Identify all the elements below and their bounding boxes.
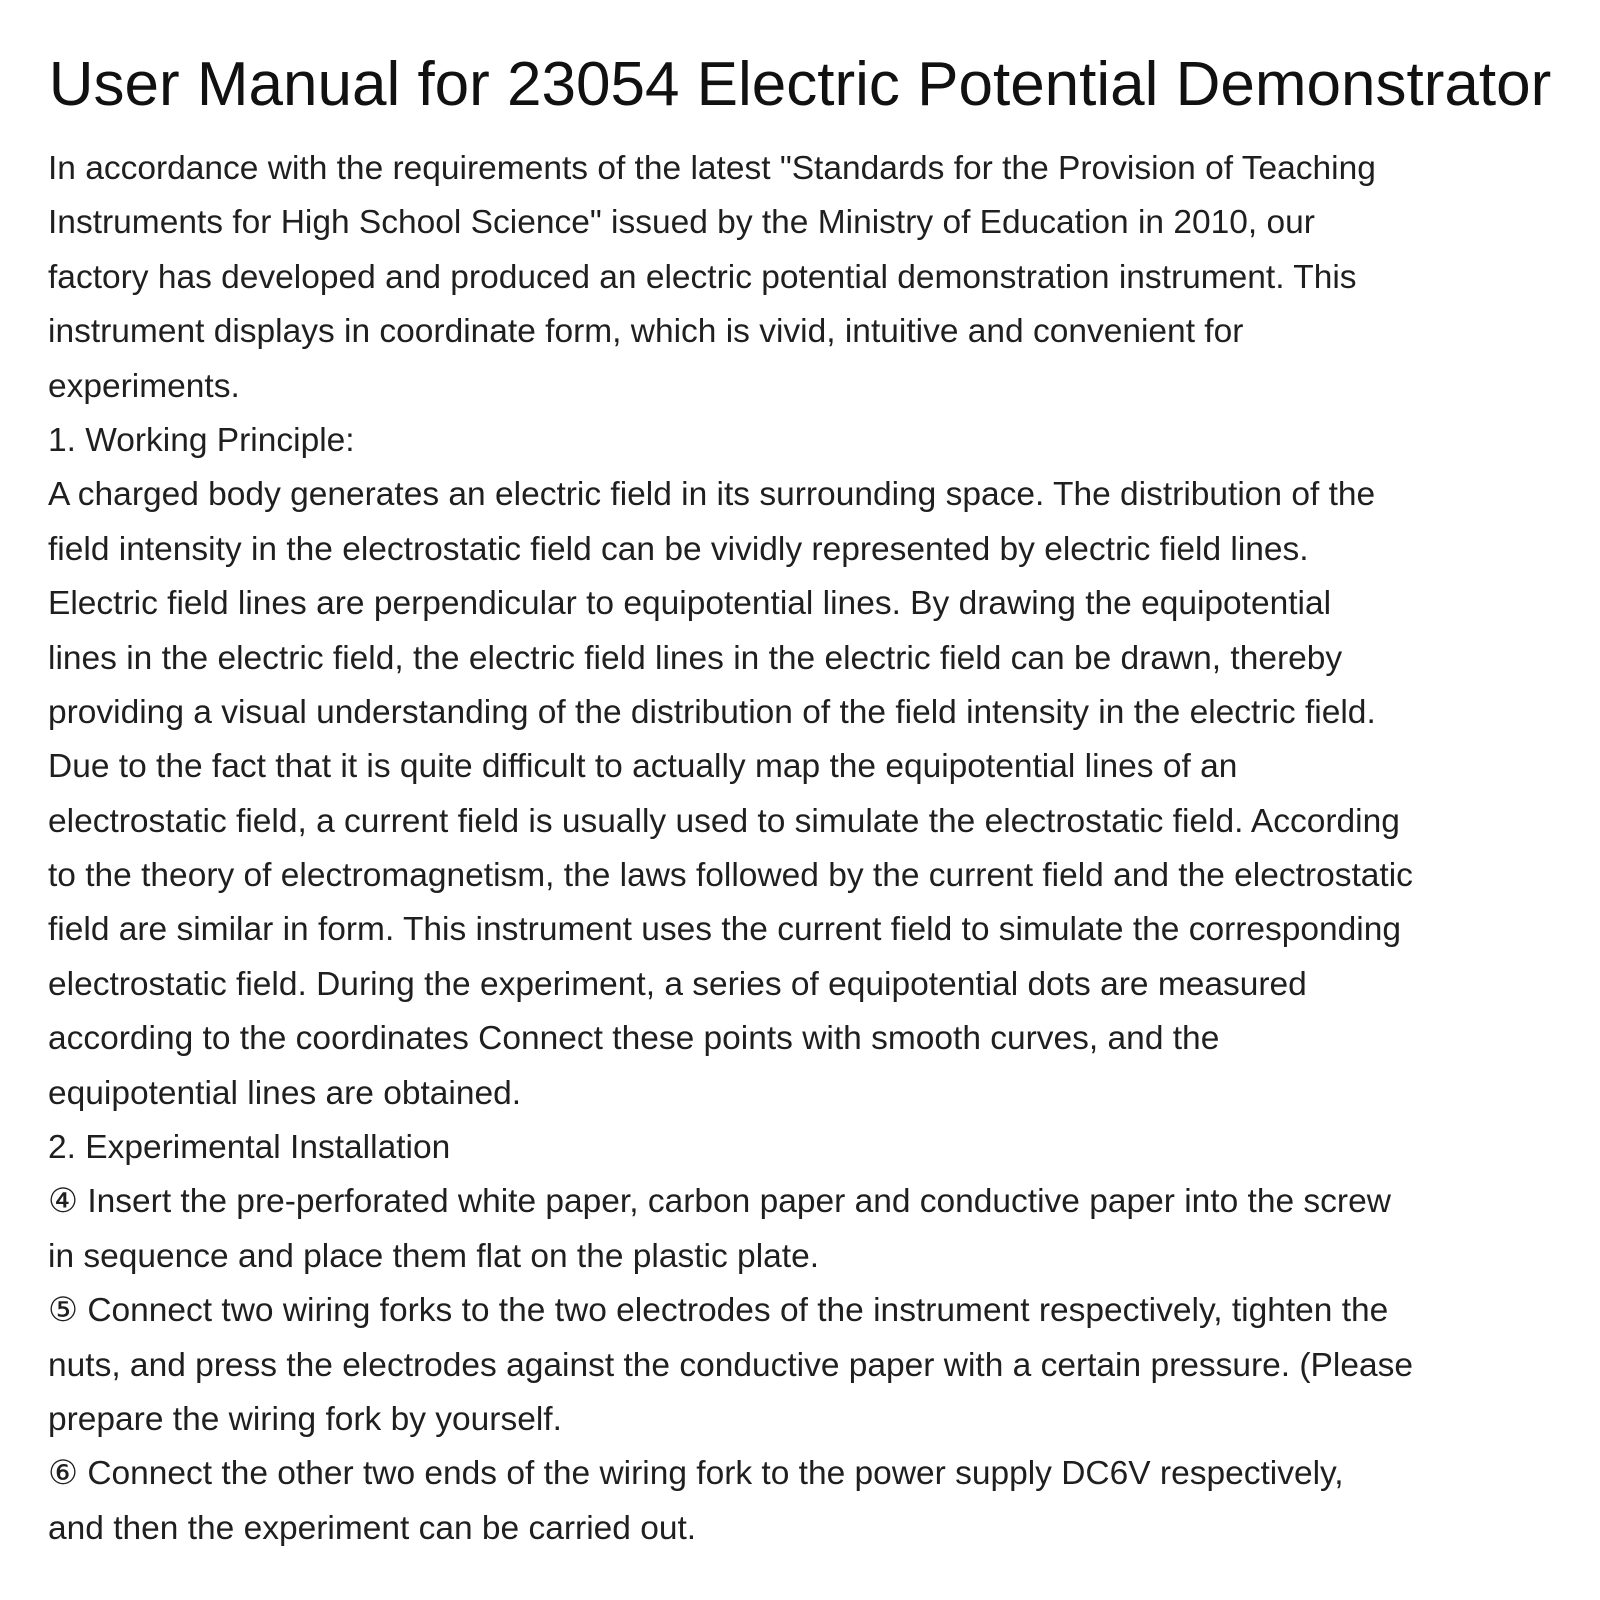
section-heading-working-principle: 1. Working Principle: bbox=[48, 421, 355, 459]
body-line-principle-12: equipotential lines are obtained. bbox=[48, 1074, 522, 1112]
body-line-principle-5: providing a visual understanding of the distribution of the field intensity in the electric field. bbox=[48, 693, 1376, 731]
body-line-principle-10: electrostatic field. During the experiment, a series of equipotential dots are measured bbox=[48, 965, 1307, 1003]
body-line-principle-11: according to the coordinates Connect these points with smooth curves, and the bbox=[48, 1020, 1220, 1058]
body-line-principle-8: to the theory of electromagnetism, the laws followed by the current field and the electrostatic bbox=[48, 857, 1413, 895]
body-line-principle-2: field intensity in the electrostatic field can be vividly represented by electric field lines. bbox=[48, 530, 1309, 568]
body-line-principle-3: Electric field lines are perpendicular to equipotential lines. By drawing the equipotential bbox=[48, 585, 1332, 623]
page-title: User Manual for 23054 Electric Potential Demonstrator bbox=[48, 50, 1552, 119]
body-line-intro-5: experiments. bbox=[48, 367, 240, 405]
body-line-principle-9: field are similar in form. This instrument uses the current field to simulate the corresponding bbox=[48, 911, 1402, 949]
installation-step-5-line-2: nuts, and press the electrodes against the conductive paper with a certain pressure. (Please bbox=[48, 1346, 1413, 1384]
body-line-intro-3: factory has developed and produced an electric potential demonstration instrument. This bbox=[48, 258, 1357, 296]
body-line-intro-1: In accordance with the requirements of the latest "Standards for the Provision of Teaching bbox=[48, 150, 1376, 187]
installation-step-5-line-3: prepare the wiring fork by yourself. bbox=[48, 1400, 562, 1438]
installation-step-4-line-1: ④ Insert the pre-perforated white paper, carbon paper and conductive paper into the screw bbox=[48, 1183, 1391, 1221]
body-line-principle-6: Due to the fact that it is quite difficult to actually map the equipotential lines of an bbox=[48, 748, 1238, 786]
installation-step-5-line-1: ⑤ Connect two wiring forks to the two electrodes of the instrument respectively, tighten the bbox=[48, 1292, 1389, 1330]
body-line-principle-4: lines in the electric field, the electric field lines in the electric field can be drawn, thereby bbox=[48, 639, 1343, 677]
manual-body bbox=[48, 142, 1568, 1556]
installation-step-4-line-2: in sequence and place them flat on the plastic plate. bbox=[48, 1237, 820, 1275]
installation-step-6-line-1: ⑥ Connect the other two ends of the wiring fork to the power supply DC6V respectively, bbox=[48, 1455, 1344, 1493]
section-heading-experimental-installation: 2. Experimental Installation bbox=[48, 1129, 451, 1167]
body-line-principle-7: electrostatic field, a current field is usually used to simulate the electrostatic field. According bbox=[48, 802, 1400, 840]
body-line-intro-4: instrument displays in coordinate form, which is vivid, intuitive and convenient for bbox=[48, 313, 1244, 351]
body-line-intro-2: Instruments for High School Science" issued by the Ministry of Education in 2010, our bbox=[48, 204, 1315, 242]
installation-step-6-line-2: and then the experiment can be carried out. bbox=[48, 1509, 697, 1547]
body-line-principle-1: A charged body generates an electric field in its surrounding space. The distribution of the bbox=[48, 476, 1376, 514]
